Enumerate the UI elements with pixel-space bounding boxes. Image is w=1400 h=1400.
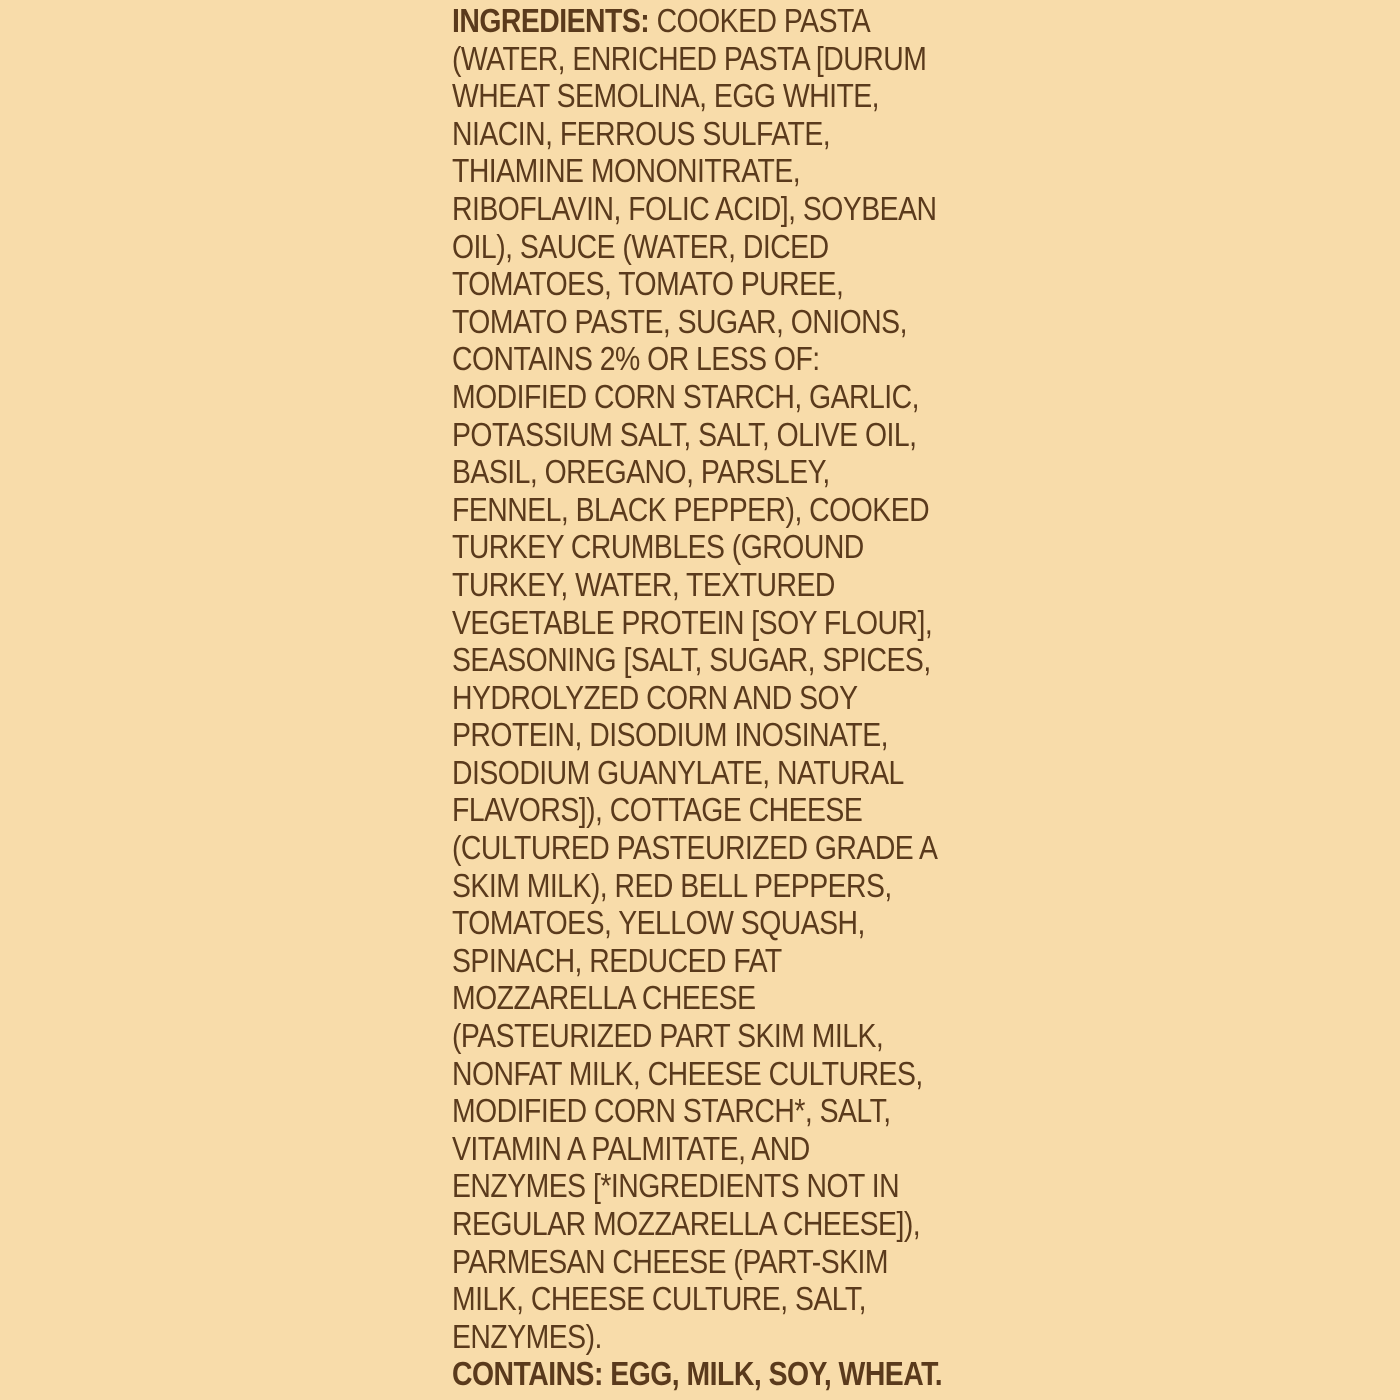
ingredients-line: NIACIN, FERROUS SULFATE, (452, 114, 831, 152)
ingredients-line: (PASTEURIZED PART SKIM MILK, (452, 1017, 884, 1055)
ingredients-line: REGULAR MOZZARELLA CHEESE]), (452, 1205, 921, 1242)
ingredients-line: SEASONING [SALT, SUGAR, SPICES, (452, 641, 931, 679)
ingredients-line: ENZYMES [*INGREDIENTS NOT IN (452, 1167, 900, 1205)
ingredients-line: HYDROLYZED CORN AND SOY (452, 678, 858, 716)
ingredients-label (452, 2, 943, 1393)
ingredients-line: BASIL, OREGANO, PARSLEY, (452, 453, 830, 491)
ingredients-line: PARMESAN CHEESE (PART-SKIM (452, 1242, 889, 1280)
ingredients-line: WHEAT SEMOLINA, EGG WHITE, (452, 77, 880, 115)
ingredients-line: NONFAT MILK, CHEESE CULTURES, (452, 1054, 923, 1092)
ingredients-line: MILK, CHEESE CULTURE, SALT, (452, 1280, 866, 1318)
ingredients-line: (CULTURED PASTEURIZED GRADE A (452, 829, 938, 867)
ingredients-line (452, 2, 899, 40)
ingredients-line: TURKEY CRUMBLES (GROUND (452, 528, 864, 566)
ingredients-line: DISODIUM GUANYLATE, NATURAL (452, 753, 904, 791)
ingredients-line: THIAMINE MONONITRATE, (452, 152, 801, 190)
ingredients-line: VEGETABLE PROTEIN [SOY FLOUR], (452, 603, 933, 641)
ingredients-line: OIL), SAUCE (WATER, DICED (452, 227, 829, 265)
ingredients-text: COOKED PASTA (649, 2, 871, 39)
ingredients-line: FENNEL, BLACK PEPPER), COOKED (452, 490, 930, 528)
ingredients-line: CONTAINS 2% OR LESS OF: (452, 340, 820, 378)
ingredients-line: PROTEIN, DISODIUM INOSINATE, (452, 716, 888, 754)
ingredients-line: VITAMIN A PALMITATE, AND (452, 1129, 810, 1167)
ingredients-line: SPINACH, REDUCED FAT (452, 941, 782, 979)
ingredients-heading: INGREDIENTS: (452, 2, 650, 39)
ingredients-line: POTASSIUM SALT, SALT, OLIVE OIL, (452, 415, 917, 453)
ingredients-line: TOMATO PASTE, SUGAR, ONIONS, (452, 302, 907, 340)
ingredients-line: TOMATOES, YELLOW SQUASH, (452, 904, 865, 942)
ingredients-line: TURKEY, WATER, TEXTURED (452, 565, 835, 603)
ingredients-line: MODIFIED CORN STARCH, GARLIC, (452, 377, 920, 415)
ingredients-line: (WATER, ENRICHED PASTA [DURUM (452, 39, 927, 77)
ingredients-line: TOMATOES, TOMATO PUREE, (452, 265, 844, 303)
ingredients-line: SKIM MILK), RED BELL PEPPERS, (452, 866, 892, 904)
ingredients-line: ENZYMES). (452, 1317, 602, 1355)
ingredients-line: FLAVORS]), COTTAGE CHEESE (452, 791, 863, 829)
ingredients-line: MODIFIED CORN STARCH*, SALT, (452, 1092, 891, 1130)
ingredients-line: MOZZARELLA CHEESE (452, 979, 756, 1017)
ingredients-line: RIBOFLAVIN, FOLIC ACID], SOYBEAN (452, 189, 937, 227)
allergen-statement: CONTAINS: EGG, MILK, SOY, WHEAT. (452, 1355, 943, 1393)
